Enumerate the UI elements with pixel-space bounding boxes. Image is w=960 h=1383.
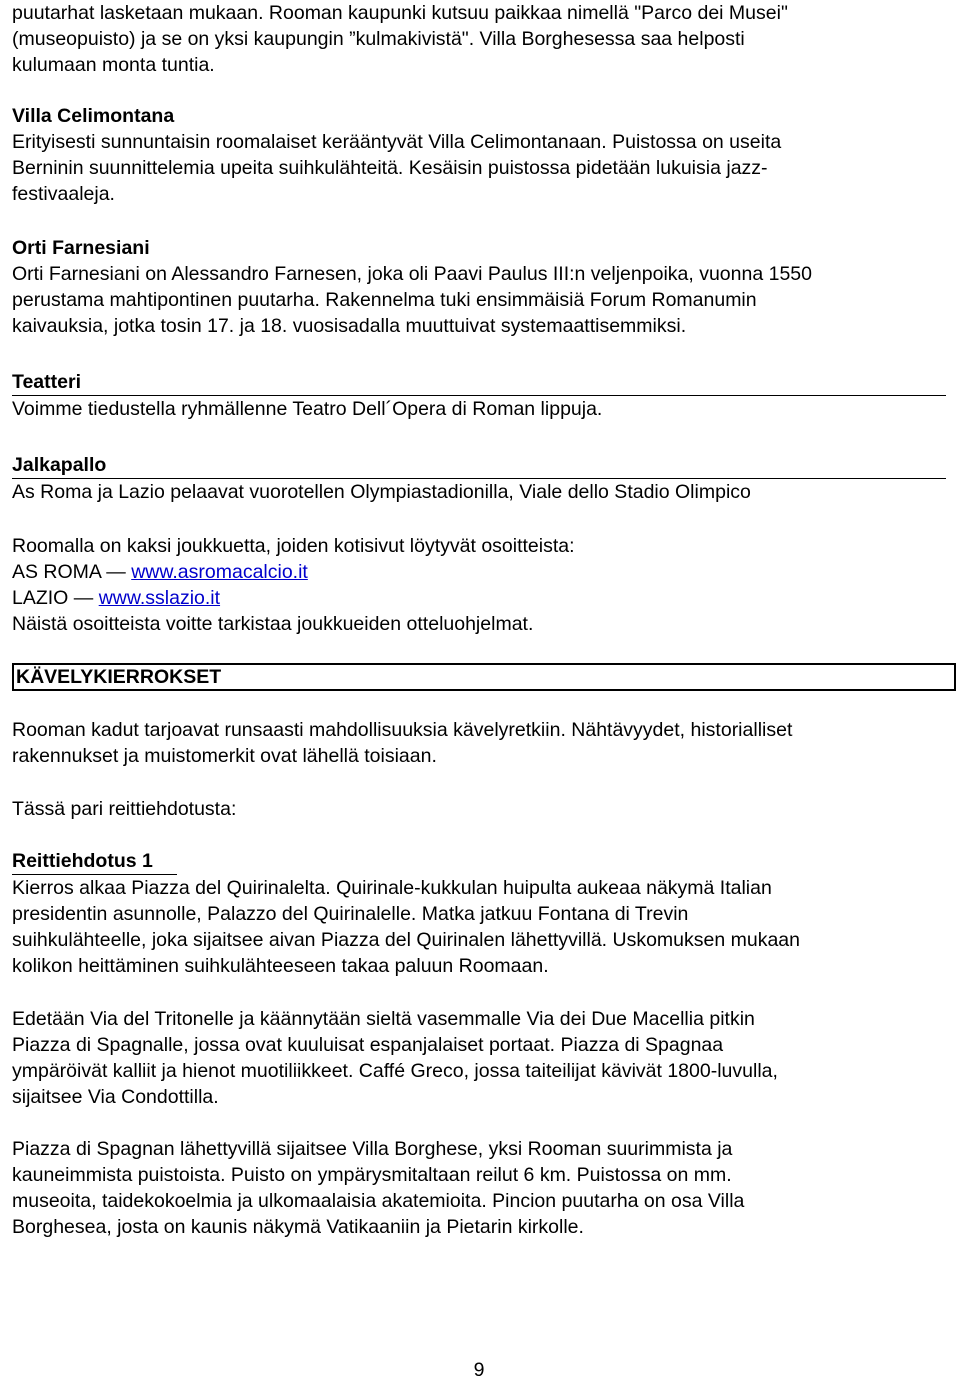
paragraph-line: Kierros alkaa Piazza del Quirinalelta. Quirinale-kukkulan huipulta aukeaa näkymä Italian bbox=[12, 877, 772, 899]
lazio-link[interactable]: www.sslazio.it bbox=[98, 587, 221, 609]
section-title: Teatteri bbox=[12, 369, 946, 396]
teams-outro: Näistä osoitteista voitte tarkistaa joukkueiden otteluohjelmat. bbox=[12, 613, 534, 635]
paragraph-line: As Roma ja Lazio pelaavat vuorotellen Olympiastadionilla, Viale dello Stadio Olimpico bbox=[12, 481, 751, 503]
paragraph-line: ympäröivät kalliit ja hienot muotiliikkeet. Caffé Greco, jossa taiteilijat kävivät 1800-luvulla, bbox=[12, 1060, 778, 1082]
intro-paragraph bbox=[12, 0, 946, 78]
kavely-intro bbox=[12, 717, 946, 769]
paragraph-line: festivaaleja. bbox=[12, 183, 115, 205]
section-title: KÄVELYKIERROKSET bbox=[16, 666, 222, 688]
section-title: Villa Celimontana bbox=[12, 105, 175, 127]
reitti1-paragraph-3 bbox=[12, 1136, 946, 1240]
paragraph-line: suihkulähteelle, joka sijaitsee aivan Piazza del Quirinalen lähettyvillä. Uskomuksen mukaan bbox=[12, 929, 800, 951]
paragraph-line: Orti Farnesiani on Alessandro Farnesen, joka oli Paavi Paulus III:n veljenpoika, vuonna 1550 bbox=[12, 263, 812, 285]
paragraph-line: Borghesea, josta on kaunis näkymä Vatikaaniin ja Pietarin kirkolle. bbox=[12, 1216, 584, 1238]
team-label: AS ROMA — bbox=[12, 561, 132, 583]
section-teatteri bbox=[12, 369, 946, 422]
paragraph-line: kauneimmista puistoista. Puisto on ympärysmitaltaan reilut 6 km. Puistossa on mm. bbox=[12, 1164, 732, 1186]
paragraph-line: sijaitsee Via Condottilla. bbox=[12, 1086, 219, 1108]
section-reitti1 bbox=[12, 848, 946, 979]
paragraph-line: presidentin asunnolle, Palazzo del Quirinalelle. Matka jatkuu Fontana di Trevin bbox=[12, 903, 689, 925]
paragraph-line: Berninin suunnittelemia upeita suihkulähteitä. Kesäisin puistossa pidetään lukuisia jazz- bbox=[12, 157, 768, 179]
paragraph-line: rakennukset ja muistomerkit ovat lähellä toisiaan. bbox=[12, 745, 437, 767]
section-title: Jalkapallo bbox=[12, 452, 946, 479]
paragraph-line: museoita, taidekokoelmia ja ulkomaalaisia akatemioita. Pincion puutarha on osa Villa bbox=[12, 1190, 745, 1212]
paragraph-line: kaivauksia, jotka tosin 17. ja 18. vuosisadalla muuttuivat systemaattisemmiksi. bbox=[12, 315, 687, 337]
team-label: LAZIO — bbox=[12, 587, 99, 609]
teams-block bbox=[12, 533, 946, 637]
section-farnesiani bbox=[12, 235, 946, 339]
paragraph-line: Rooman kadut tarjoavat runsaasti mahdollisuuksia kävelyretkiin. Nähtävyydet, historialliset bbox=[12, 719, 793, 741]
paragraph-line: kolikon heittäminen suihkulähteeseen takaa paluun Roomaan. bbox=[12, 955, 549, 977]
paragraph-line: Tässä pari reittiehdotusta: bbox=[12, 798, 237, 820]
reitti1-paragraph-2 bbox=[12, 1006, 946, 1110]
paragraph-line: Piazza di Spagnan lähettyvillä sijaitsee Villa Borghese, yksi Rooman suurimmista ja bbox=[12, 1138, 733, 1160]
section-title: Orti Farnesiani bbox=[12, 237, 150, 259]
intro-line: puutarhat lasketaan mukaan. Rooman kaupunki kutsuu paikkaa nimellä "Parco dei Musei" bbox=[12, 2, 788, 24]
paragraph-line: perustama mahtipontinen puutarha. Rakennelma tuki ensimmäisiä Forum Romanumin bbox=[12, 289, 757, 311]
paragraph-line: Erityisesti sunnuntaisin roomalaiset kerääntyvät Villa Celimontanaan. Puistossa on useita bbox=[12, 131, 782, 153]
team-asroma bbox=[12, 559, 946, 585]
teams-intro: Roomalla on kaksi joukkuetta, joiden kotisivut löytyvät osoitteista: bbox=[12, 535, 575, 557]
page-number: 9 bbox=[473, 1359, 485, 1381]
section-title: Reittiehdotus 1 bbox=[12, 848, 177, 875]
paragraph-line: Edetään Via del Tritonelle ja käännytään sieltä vasemmalle Via dei Due Macellia pitkin bbox=[12, 1008, 755, 1030]
paragraph-line: Piazza di Spagnalle, jossa ovat kuuluisat espanjalaiset portaat. Piazza di Spagnaa bbox=[12, 1034, 724, 1056]
section-jalkapallo bbox=[12, 452, 946, 505]
kavely-suggestions bbox=[12, 796, 946, 822]
intro-line: kulumaan monta tuntia. bbox=[12, 54, 215, 76]
section-celimontana bbox=[12, 103, 946, 207]
intro-line: (museopuisto) ja se on yksi kaupungin ”kulmakivistä". Villa Borghesessa saa helposti bbox=[12, 28, 745, 50]
asroma-link[interactable]: www.asromacalcio.it bbox=[131, 561, 308, 583]
team-lazio bbox=[12, 585, 946, 611]
paragraph-line: Voimme tiedustella ryhmällenne Teatro Dell´Opera di Roman lippuja. bbox=[12, 398, 603, 420]
kavely-heading-box bbox=[12, 663, 956, 691]
